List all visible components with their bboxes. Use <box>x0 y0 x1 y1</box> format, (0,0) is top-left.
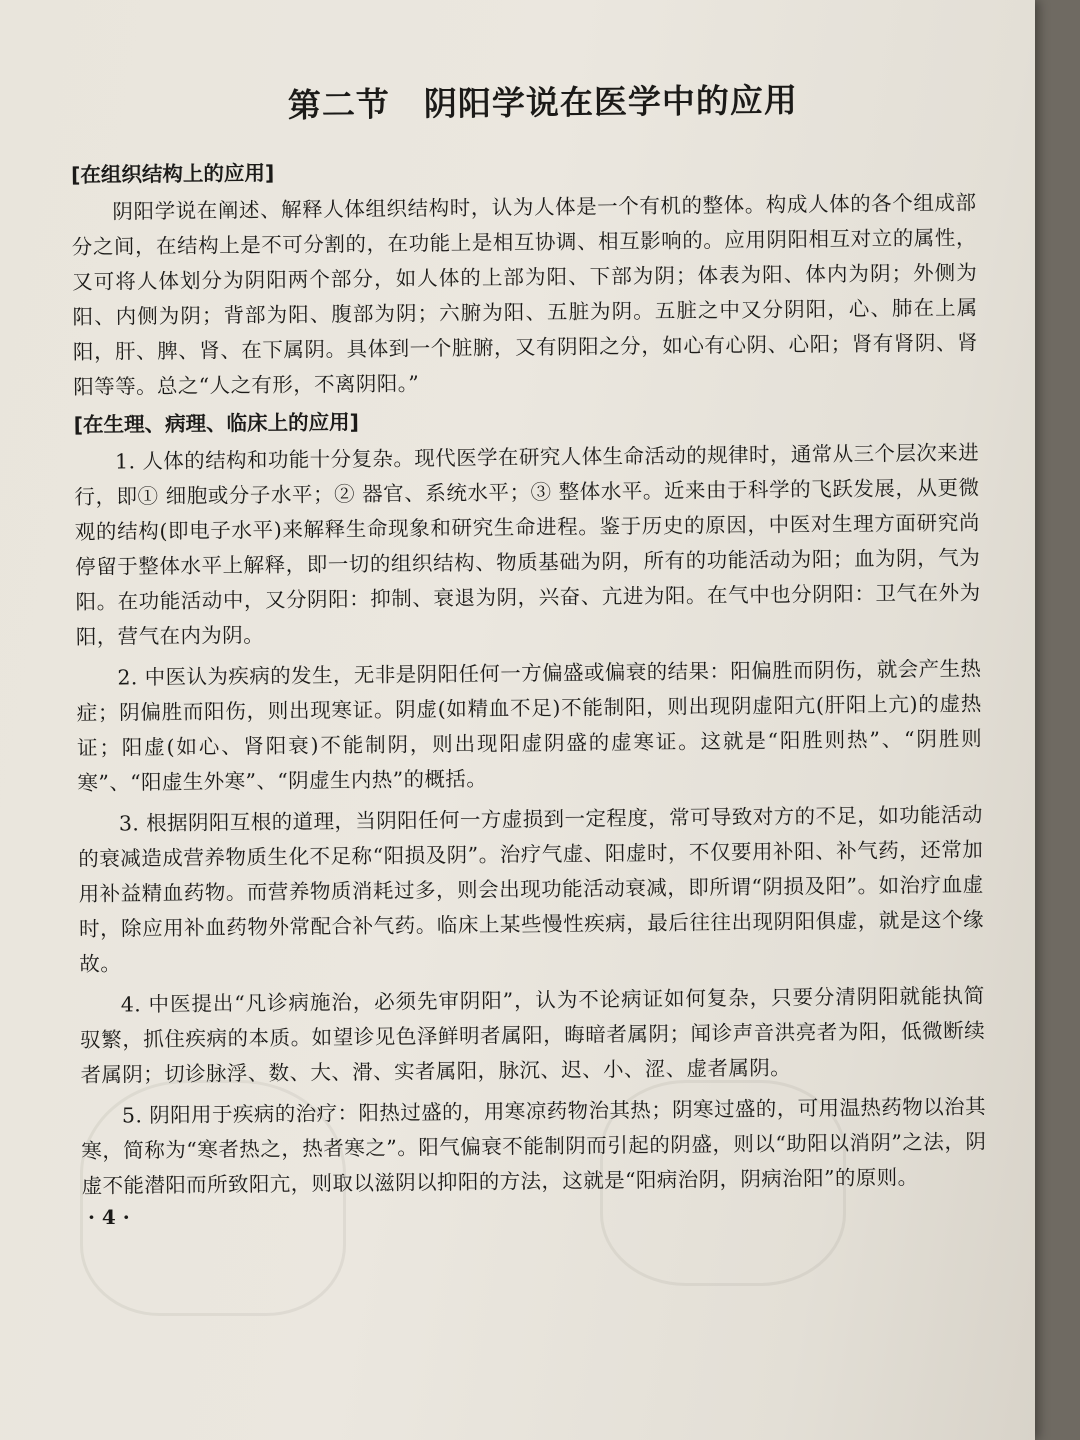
subsection-heading-clinical: [在生理、病理、临床上的应用] <box>73 409 360 437</box>
section-title <box>110 73 975 129</box>
page-content <box>70 61 987 1204</box>
paragraph-5: 5. 阴阳用于疾病的治疗：阳热过盛的，用寒凉药物治其热；阴寒过盛的，可用温热药物以治其寒，简称为“寒者热之，热者寒之”。阳气偏衰不能制阴而引起的阴盛，则以“助阳以消阴”之法，阴虚不能潜阳而所致阳亢，则取以滋阴以抑阳的方法，这就是“阳病治阴，阴病治阳”的原则。 <box>81 1094 987 1198</box>
section-number: 第二节 <box>287 84 391 125</box>
paragraph-2: 2. 中医认为疾病的发生，无非是阴阳任何一方偏盛或偏衰的结果：阳偏胜而阴伤，就会产生热症；阴偏胜而阳伤，则出现寒证。阴虚(如精血不足)不能制阳，则出现阴虚阳亢(肝阳上亢)的虚热证；阳虚(如心、肾阳衰)不能制阴，则出现阳虚阴盛的虚寒证。这就是“阳胜则热”、“阴胜则寒”、“阳虚生外寒”、“阴虚生内热”的概括。 <box>76 656 983 795</box>
paragraph-4: 4. 中医提出“凡诊病施治，必须先审阴阳”，认为不论病证如何复杂，只要分清阴阳就能执简驭繁，抓住疾病的本质。如望诊见色泽鲜明者属阳，晦暗者属阴；闻诊声音洪亮者为阳，低微断续者属阴；切诊脉浮、数、大、滑、实者属阳，脉沉、迟、小、涩、虚者属阴。 <box>80 983 986 1087</box>
subsection-heading-structure: [在组织结构上的应用] <box>70 160 275 187</box>
paragraph-structure: 阴阳学说在阐述、解释人体组织结构时，认为人体是一个有机的整体。构成人体的各个组成部分之间，在结构上是不可分割的，在功能上是相互协调、相互影响的。应用阴阳相互对立的属性，又可将人体划分为阴阳两个部分，如人体的上部为阳、下部为阴；体表为阳、体内为阴；外侧为阳、内侧为阴；背部为阳、腹部为阴；六腑为阳、五脏为阴。五脏之中又分阴阳，心、肺在上属阳，肝、脾、肾、在下属阴。具体到一个脏腑，又有阴阳之分，如心有心阴、心阳；肾有肾阴、肾阳等等。总之“人之有形，不离阴阳。” <box>71 190 979 399</box>
paragraph-3: 3. 根据阴阳互根的道理，当阴阳任何一方虚损到一定程度，常可导致对方的不足，如功能活动的衰减造成营养物质生化不足称“阳损及阴”。治疗气虚、阳虚时，不仅要用补阳、补气药，还常加用补益精血药物。而营养物质消耗过多，则会出现功能活动衰减，即所谓“阴损及阳”。如治疗血虚时，除应用补血药物外常配合补气药。临床上某些慢性疾病，最后往往出现阴阳俱虚，就是这个缘故。 <box>78 802 985 976</box>
paragraph-1: 1. 人体的结构和功能十分复杂。现代医学在研究人体生命活动的规律时，通常从三个层次来进行，即① 细胞或分子水平；② 器官、系统水平；③ 整体水平。近来由于科学的飞跃发展，从更微观的结构(即电子水平)来解释生命现象和研究生命进程。鉴于历史的原因，中医对生理方面研究尚停留于整体水平上解释，即一切的组织结构、物质基础为阴，所有的功能活动为阳；血为阴，气为阳。在功能活动中，又分阴阳：抑制、衰退为阴，兴奋、亢进为阳。在气中也分阴阳：卫气在外为阳，营气在内为阴。 <box>74 440 981 649</box>
section-title-text: 阴阳学说在医学中的应用 <box>423 80 799 124</box>
page-number: · 4 · <box>88 1205 130 1229</box>
